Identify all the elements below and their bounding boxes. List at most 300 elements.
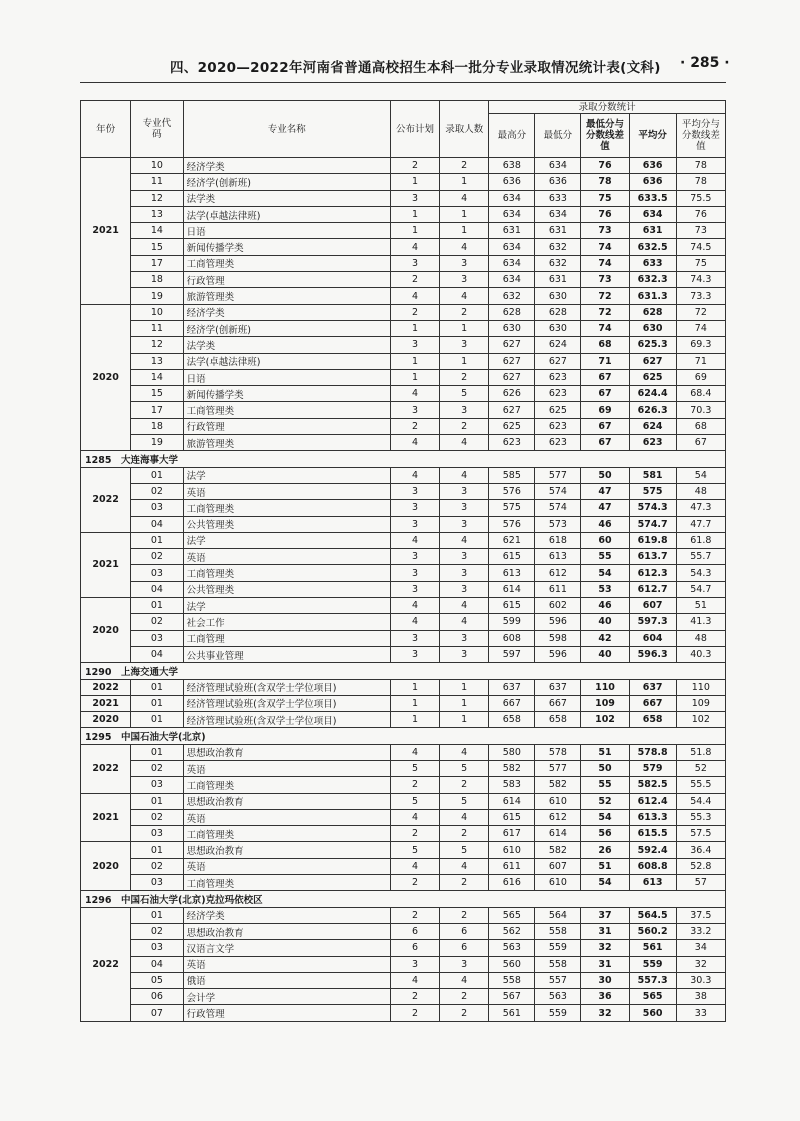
min-score-cell: 610 (535, 793, 581, 809)
table-row (81, 842, 726, 858)
admitted-cell: 2 (440, 304, 489, 320)
avg-score-cell: 628 (629, 304, 676, 320)
major-cell: 公共管理类 (183, 581, 390, 597)
avg-diff-cell: 55.3 (676, 809, 725, 825)
table-row (81, 369, 726, 385)
major-cell: 法学 (183, 598, 390, 614)
min-diff-cell: 52 (581, 793, 629, 809)
avg-diff-cell: 76 (676, 206, 725, 222)
major-cell: 会计学 (183, 989, 390, 1005)
avg-diff-cell: 54.4 (676, 793, 725, 809)
table-row (81, 760, 726, 776)
major-cell: 日语 (183, 223, 390, 239)
max-score-cell: 615 (489, 809, 535, 825)
major-cell: 经济学类 (183, 158, 390, 174)
min-score-cell: 631 (535, 223, 581, 239)
admitted-cell: 2 (440, 369, 489, 385)
min-score-cell: 563 (535, 989, 581, 1005)
max-score-cell: 630 (489, 320, 535, 336)
page-header-title: 四、2020—2022年河南省普通高校招生本科一批分专业录取情况统计表(文科) (170, 60, 661, 76)
avg-score-cell: 575 (629, 483, 676, 499)
major-cell: 日语 (183, 369, 390, 385)
admitted-cell: 3 (440, 500, 489, 516)
avg-score-cell: 560.2 (629, 923, 676, 939)
major-cell: 工商管理类 (183, 777, 390, 793)
code-cell: 01 (131, 679, 183, 695)
avg-diff-cell: 41.3 (676, 614, 725, 630)
avg-score-cell: 619.8 (629, 532, 676, 548)
max-score-cell: 567 (489, 989, 535, 1005)
major-cell: 俄语 (183, 972, 390, 988)
max-score-cell: 597 (489, 646, 535, 662)
admitted-cell: 3 (440, 581, 489, 597)
avg-score-cell: 559 (629, 956, 676, 972)
avg-diff-cell: 110 (676, 679, 725, 695)
avg-diff-cell: 55.7 (676, 549, 725, 565)
avg-diff-cell: 37.5 (676, 907, 725, 923)
max-score-cell: 637 (489, 679, 535, 695)
avg-diff-cell: 32 (676, 956, 725, 972)
min-diff-cell: 56 (581, 826, 629, 842)
avg-score-cell: 579 (629, 760, 676, 776)
max-score-cell: 658 (489, 712, 535, 728)
min-diff-cell: 67 (581, 386, 629, 402)
avg-diff-cell: 54 (676, 467, 725, 483)
avg-diff-cell: 55.5 (676, 777, 725, 793)
year-cell: 2022 (81, 679, 131, 695)
avg-score-cell: 604 (629, 630, 676, 646)
header-rule (80, 82, 726, 83)
min-score-cell: 628 (535, 304, 581, 320)
code-cell: 04 (131, 581, 183, 597)
code-cell: 03 (131, 500, 183, 516)
avg-score-cell: 560 (629, 1005, 676, 1021)
min-score-cell: 573 (535, 516, 581, 532)
max-score-cell: 614 (489, 581, 535, 597)
major-cell: 新闻传播学类 (183, 386, 390, 402)
max-score-cell: 631 (489, 223, 535, 239)
min-score-cell: 624 (535, 337, 581, 353)
min-diff-cell: 72 (581, 288, 629, 304)
major-cell: 经济管理试验班(含双学士学位项目) (183, 679, 390, 695)
avg-diff-cell: 69.3 (676, 337, 725, 353)
admitted-cell: 3 (440, 272, 489, 288)
avg-diff-cell: 71 (676, 353, 725, 369)
plan-cell: 2 (390, 304, 439, 320)
max-score-cell: 626 (489, 386, 535, 402)
min-diff-cell: 76 (581, 158, 629, 174)
max-score-cell: 623 (489, 435, 535, 451)
min-diff-cell: 78 (581, 174, 629, 190)
table-row (81, 923, 726, 939)
avg-diff-cell: 75 (676, 255, 725, 271)
max-score-cell: 610 (489, 842, 535, 858)
min-score-cell: 627 (535, 353, 581, 369)
plan-cell: 3 (390, 337, 439, 353)
major-cell: 英语 (183, 956, 390, 972)
max-score-cell: 608 (489, 630, 535, 646)
code-cell: 03 (131, 777, 183, 793)
min-diff-cell: 50 (581, 760, 629, 776)
min-diff-cell: 32 (581, 1005, 629, 1021)
major-cell: 英语 (183, 760, 390, 776)
major-cell: 汉语言文学 (183, 940, 390, 956)
max-score-cell: 632 (489, 288, 535, 304)
plan-cell: 3 (390, 500, 439, 516)
admitted-cell: 5 (440, 793, 489, 809)
avg-score-cell: 625.3 (629, 337, 676, 353)
admitted-cell: 1 (440, 353, 489, 369)
plan-cell: 3 (390, 956, 439, 972)
avg-diff-cell: 73 (676, 223, 725, 239)
max-score-cell: 565 (489, 907, 535, 923)
major-cell: 英语 (183, 549, 390, 565)
plan-cell: 2 (390, 875, 439, 891)
admitted-cell: 3 (440, 630, 489, 646)
avg-diff-cell: 57 (676, 875, 725, 891)
min-score-cell: 636 (535, 174, 581, 190)
min-score-cell: 632 (535, 255, 581, 271)
code-cell: 01 (131, 793, 183, 809)
min-diff-cell: 31 (581, 956, 629, 972)
min-score-cell: 574 (535, 500, 581, 516)
major-cell: 公共事业管理 (183, 646, 390, 662)
table-row (81, 190, 726, 206)
table-row (81, 435, 726, 451)
min-score-cell: 610 (535, 875, 581, 891)
min-score-cell: 633 (535, 190, 581, 206)
avg-diff-cell: 109 (676, 695, 725, 711)
code-cell: 06 (131, 989, 183, 1005)
avg-score-cell: 592.4 (629, 842, 676, 858)
table-row (81, 158, 726, 174)
code-cell: 13 (131, 353, 183, 369)
avg-score-cell: 624.4 (629, 386, 676, 402)
table-row (81, 695, 726, 711)
admitted-cell: 2 (440, 158, 489, 174)
avg-diff-cell: 75.5 (676, 190, 725, 206)
section-row (81, 451, 726, 467)
avg-diff-cell: 40.3 (676, 646, 725, 662)
plan-cell: 1 (390, 353, 439, 369)
min-score-cell: 614 (535, 826, 581, 842)
code-cell: 03 (131, 826, 183, 842)
admitted-cell: 4 (440, 435, 489, 451)
admitted-cell: 6 (440, 923, 489, 939)
major-cell: 法学 (183, 532, 390, 548)
table-row (81, 614, 726, 630)
avg-score-cell: 632.5 (629, 239, 676, 255)
max-score-cell: 634 (489, 190, 535, 206)
plan-cell: 4 (390, 614, 439, 630)
max-score-cell: 580 (489, 744, 535, 760)
avg-diff-cell: 48 (676, 483, 725, 499)
admitted-cell: 3 (440, 549, 489, 565)
table-row (81, 353, 726, 369)
col-header-year: 年份 (81, 101, 131, 158)
major-cell: 社会工作 (183, 614, 390, 630)
table-row (81, 206, 726, 222)
table-row (81, 989, 726, 1005)
avg-score-cell: 613 (629, 875, 676, 891)
max-score-cell: 615 (489, 598, 535, 614)
code-cell: 11 (131, 174, 183, 190)
admitted-cell: 4 (440, 744, 489, 760)
admitted-cell: 4 (440, 532, 489, 548)
plan-cell: 2 (390, 272, 439, 288)
table-row (81, 239, 726, 255)
plan-cell: 3 (390, 402, 439, 418)
avg-score-cell: 607 (629, 598, 676, 614)
avg-score-cell: 597.3 (629, 614, 676, 630)
min-score-cell: 630 (535, 288, 581, 304)
code-cell: 02 (131, 760, 183, 776)
plan-cell: 3 (390, 516, 439, 532)
section-title: 1285 大连海事大学 (81, 451, 726, 467)
avg-diff-cell: 30.3 (676, 972, 725, 988)
plan-cell: 4 (390, 598, 439, 614)
table-row (81, 907, 726, 923)
code-cell: 02 (131, 858, 183, 874)
max-score-cell: 576 (489, 483, 535, 499)
avg-score-cell: 624 (629, 418, 676, 434)
admitted-cell: 1 (440, 206, 489, 222)
table-row (81, 516, 726, 532)
admitted-cell: 4 (440, 239, 489, 255)
plan-cell: 1 (390, 320, 439, 336)
avg-score-cell: 612.4 (629, 793, 676, 809)
plan-cell: 4 (390, 435, 439, 451)
admitted-cell: 4 (440, 467, 489, 483)
table-row (81, 744, 726, 760)
max-score-cell: 627 (489, 402, 535, 418)
min-diff-cell: 51 (581, 858, 629, 874)
min-score-cell: 618 (535, 532, 581, 548)
code-cell: 14 (131, 369, 183, 385)
min-score-cell: 623 (535, 418, 581, 434)
avg-diff-cell: 74.5 (676, 239, 725, 255)
max-score-cell: 561 (489, 1005, 535, 1021)
max-score-cell: 627 (489, 337, 535, 353)
table-row (81, 777, 726, 793)
plan-cell: 4 (390, 532, 439, 548)
code-cell: 01 (131, 712, 183, 728)
min-score-cell: 598 (535, 630, 581, 646)
plan-cell: 3 (390, 565, 439, 581)
avg-score-cell: 564.5 (629, 907, 676, 923)
avg-score-cell: 578.8 (629, 744, 676, 760)
code-cell: 19 (131, 435, 183, 451)
table-row (81, 809, 726, 825)
major-cell: 法学类 (183, 337, 390, 353)
max-score-cell: 636 (489, 174, 535, 190)
admitted-cell: 3 (440, 255, 489, 271)
code-cell: 12 (131, 190, 183, 206)
table-row (81, 679, 726, 695)
code-cell: 10 (131, 304, 183, 320)
admitted-cell: 2 (440, 418, 489, 434)
code-cell: 18 (131, 272, 183, 288)
table-row (81, 565, 726, 581)
year-cell: 2020 (81, 304, 131, 451)
min-score-cell: 613 (535, 549, 581, 565)
code-cell: 13 (131, 206, 183, 222)
max-score-cell: 599 (489, 614, 535, 630)
admitted-cell: 2 (440, 777, 489, 793)
max-score-cell: 576 (489, 516, 535, 532)
code-cell: 01 (131, 532, 183, 548)
avg-score-cell: 612.7 (629, 581, 676, 597)
admitted-cell: 3 (440, 337, 489, 353)
admitted-cell: 3 (440, 565, 489, 581)
min-diff-cell: 26 (581, 842, 629, 858)
max-score-cell: 585 (489, 467, 535, 483)
avg-diff-cell: 61.8 (676, 532, 725, 548)
table-row (81, 288, 726, 304)
plan-cell: 2 (390, 907, 439, 923)
avg-score-cell: 633.5 (629, 190, 676, 206)
max-score-cell: 558 (489, 972, 535, 988)
major-cell: 旅游管理类 (183, 288, 390, 304)
code-cell: 07 (131, 1005, 183, 1021)
min-score-cell: 612 (535, 809, 581, 825)
major-cell: 经济学类 (183, 304, 390, 320)
major-cell: 工商管理类 (183, 500, 390, 516)
avg-score-cell: 613.7 (629, 549, 676, 565)
admitted-cell: 1 (440, 223, 489, 239)
min-score-cell: 557 (535, 972, 581, 988)
table-body (81, 158, 726, 1022)
avg-score-cell: 658 (629, 712, 676, 728)
section-title: 1290 上海交通大学 (81, 663, 726, 679)
col-header-code: 专业代码 (131, 101, 183, 158)
max-score-cell: 582 (489, 760, 535, 776)
plan-cell: 3 (390, 190, 439, 206)
plan-cell: 1 (390, 174, 439, 190)
major-cell: 法学 (183, 467, 390, 483)
admitted-cell: 4 (440, 809, 489, 825)
table-row (81, 174, 726, 190)
plan-cell: 2 (390, 418, 439, 434)
min-score-cell: 630 (535, 320, 581, 336)
major-cell: 经济学类 (183, 907, 390, 923)
table-row (81, 500, 726, 516)
col-header-max: 最高分 (489, 114, 535, 158)
code-cell: 02 (131, 809, 183, 825)
min-diff-cell: 50 (581, 467, 629, 483)
min-diff-cell: 73 (581, 223, 629, 239)
min-diff-cell: 67 (581, 435, 629, 451)
major-cell: 英语 (183, 483, 390, 499)
avg-diff-cell: 78 (676, 158, 725, 174)
admitted-cell: 2 (440, 907, 489, 923)
max-score-cell: 667 (489, 695, 535, 711)
avg-score-cell: 667 (629, 695, 676, 711)
year-cell: 2021 (81, 793, 131, 842)
table-row (81, 630, 726, 646)
major-cell: 行政管理 (183, 272, 390, 288)
plan-cell: 3 (390, 646, 439, 662)
plan-cell: 4 (390, 744, 439, 760)
min-score-cell: 577 (535, 760, 581, 776)
code-cell: 05 (131, 972, 183, 988)
table-row (81, 467, 726, 483)
max-score-cell: 638 (489, 158, 535, 174)
admission-statistics-table (80, 100, 726, 1022)
admitted-cell: 1 (440, 712, 489, 728)
code-cell: 17 (131, 402, 183, 418)
major-cell: 经济管理试验班(含双学士学位项目) (183, 712, 390, 728)
plan-cell: 3 (390, 549, 439, 565)
min-score-cell: 632 (535, 239, 581, 255)
avg-score-cell: 612.3 (629, 565, 676, 581)
page-number: · 285 · (680, 55, 730, 71)
plan-cell: 4 (390, 288, 439, 304)
admitted-cell: 1 (440, 695, 489, 711)
min-score-cell: 558 (535, 923, 581, 939)
year-cell: 2022 (81, 907, 131, 1021)
max-score-cell: 634 (489, 255, 535, 271)
avg-score-cell: 581 (629, 467, 676, 483)
avg-score-cell: 633 (629, 255, 676, 271)
min-diff-cell: 110 (581, 679, 629, 695)
section-title: 1296 中国石油大学(北京)克拉玛依校区 (81, 891, 726, 907)
avg-diff-cell: 74.3 (676, 272, 725, 288)
plan-cell: 6 (390, 940, 439, 956)
plan-cell: 1 (390, 695, 439, 711)
avg-score-cell: 637 (629, 679, 676, 695)
min-score-cell: 596 (535, 614, 581, 630)
min-diff-cell: 55 (581, 777, 629, 793)
plan-cell: 2 (390, 777, 439, 793)
avg-diff-cell: 47.3 (676, 500, 725, 516)
major-cell: 思想政治教育 (183, 793, 390, 809)
avg-diff-cell: 54.3 (676, 565, 725, 581)
min-diff-cell: 72 (581, 304, 629, 320)
min-diff-cell: 40 (581, 646, 629, 662)
table-row (81, 483, 726, 499)
avg-diff-cell: 69 (676, 369, 725, 385)
table-row (81, 940, 726, 956)
plan-cell: 1 (390, 679, 439, 695)
max-score-cell: 614 (489, 793, 535, 809)
table-row (81, 1005, 726, 1021)
code-cell: 17 (131, 255, 183, 271)
admitted-cell: 5 (440, 842, 489, 858)
avg-score-cell: 636 (629, 174, 676, 190)
major-cell: 法学类 (183, 190, 390, 206)
plan-cell: 2 (390, 826, 439, 842)
max-score-cell: 627 (489, 353, 535, 369)
code-cell: 02 (131, 483, 183, 499)
plan-cell: 4 (390, 239, 439, 255)
avg-score-cell: 634 (629, 206, 676, 222)
major-cell: 公共管理类 (183, 516, 390, 532)
avg-diff-cell: 36.4 (676, 842, 725, 858)
avg-diff-cell: 67 (676, 435, 725, 451)
min-score-cell: 637 (535, 679, 581, 695)
avg-score-cell: 608.8 (629, 858, 676, 874)
min-score-cell: 559 (535, 1005, 581, 1021)
plan-cell: 6 (390, 923, 439, 939)
admitted-cell: 6 (440, 940, 489, 956)
code-cell: 01 (131, 598, 183, 614)
table-row (81, 320, 726, 336)
admitted-cell: 4 (440, 972, 489, 988)
major-cell: 新闻传播学类 (183, 239, 390, 255)
admitted-cell: 3 (440, 402, 489, 418)
min-diff-cell: 31 (581, 923, 629, 939)
